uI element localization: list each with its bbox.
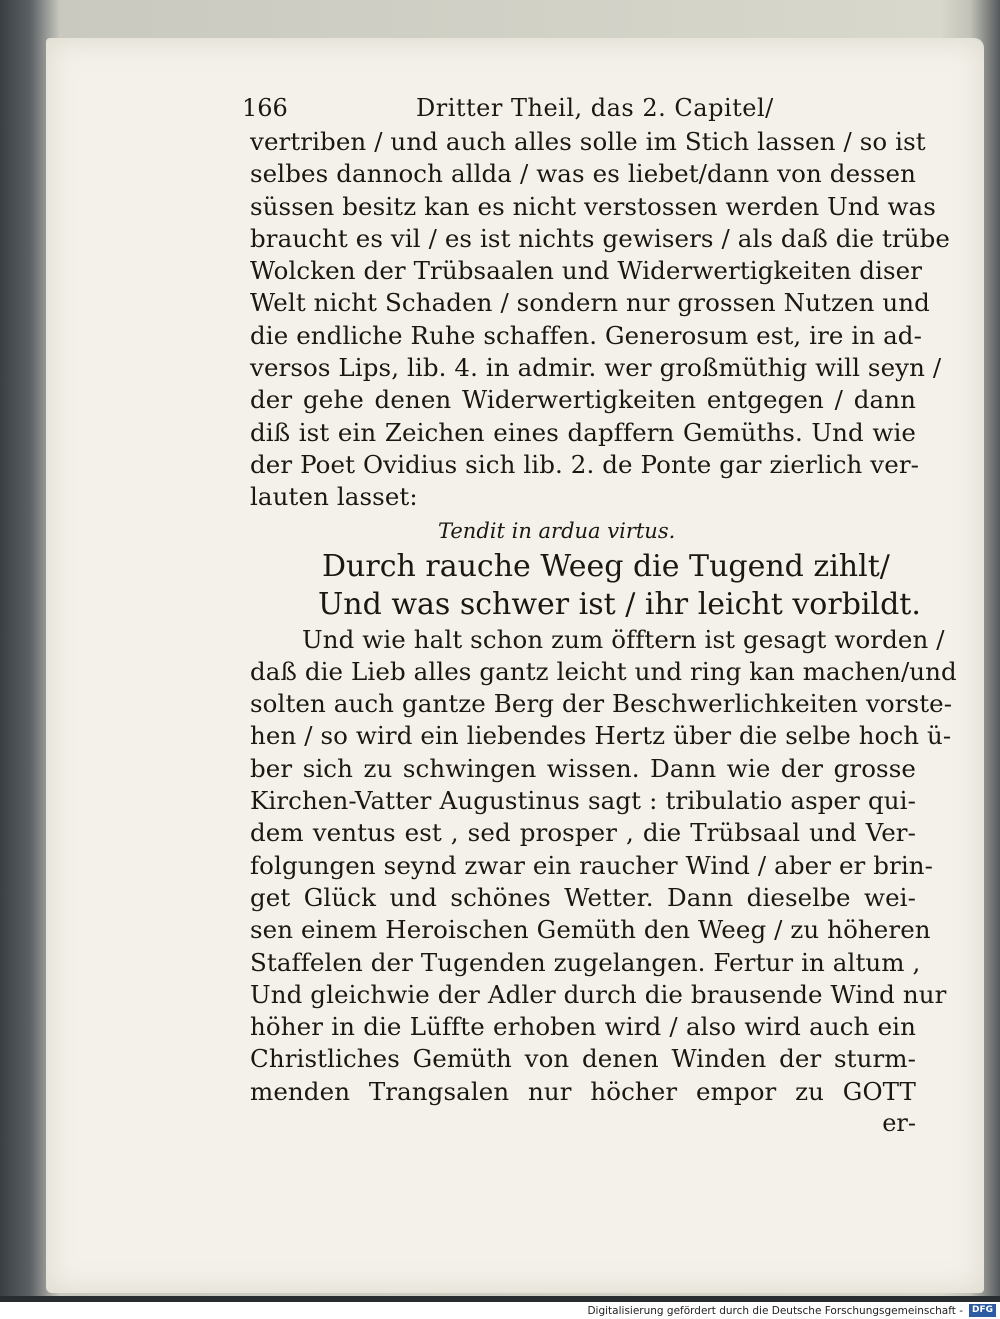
text-line: braucht es vil / es ist nichts gewisers / als daß die trübe [250,223,950,253]
text-line: Kirchen-Vatter Augustinus sagt : tribulatio asper qui- [250,786,916,816]
text-block [242,90,962,1138]
verse-line: Durch rauche Weeg die Tugend zihlt/ [322,548,890,584]
text-line: der gehe denen Widerwertigkeiten entgegen / dann [250,385,916,415]
text-line: daß die Lieb alles gantz leicht und ring kan machen/und [250,656,957,686]
text-line: Staffelen der Tugenden zugelangen. Fertur in altum , [250,947,921,977]
latin-quote: Tendit in ardua virtus. [438,518,676,543]
text-line: hen / so wird ein liebendes Hertz über die selbe hoch ü- [250,721,952,751]
text-line: ber sich zu schwingen wissen. Dann wie der grosse [250,753,916,783]
page-header [242,90,962,126]
text-line: Und wie halt schon zum öfftern ist gesagt worden / [302,624,945,654]
text-line: Und gleichwie der Adler durch die brausende Wind nur [250,979,947,1009]
text-line: süssen besitz kan es nicht verstossen werden Und was [250,191,936,221]
text-line: menden Trangsalen nur höcher empor zu GOTT [250,1076,916,1106]
page-number: 166 [242,94,288,122]
text-line: diß ist ein Zeichen eines dapffern Gemüths. Und wie [250,417,916,447]
text-line: get Glück und schönes Wetter. Dann dieselbe wei- [250,882,916,912]
catchword: er- [882,1109,916,1138]
text-line: der Poet Ovidius sich lib. 2. de Ponte gar zierlich ver- [250,449,920,479]
text-line: die endliche Ruhe schaffen. Generosum est, ire in ad- [250,320,922,350]
text-line: selbes dannoch allda / was es liebet/dann von dessen [250,159,916,189]
book-page [46,38,984,1293]
running-head: Dritter Theil, das 2. Capitel/ [416,94,774,122]
text-line: lauten lasset: [250,482,418,512]
verse-line: Und was schwer ist / ihr leicht vorbildt. [318,586,921,622]
digitization-footer [0,1302,1000,1319]
text-line: höher in die Lüffte erhoben wird / also wird auch ein [250,1012,916,1042]
text-line: versos Lips, lib. 4. in admir. wer großmüthig will seyn / [250,353,942,383]
dfg-logo-icon: DFG [969,1304,996,1317]
text-line: sen einem Heroischen Gemüth den Weeg / zu höheren [250,915,931,945]
funding-credit: Digitalisierung gefördert durch die Deutsche Forschungsgemeinschaft - [587,1304,963,1317]
text-line: Welt nicht Schaden / sondern nur grossen Nutzen und [250,288,930,318]
text-line: folgungen seynd zwar ein raucher Wind / aber er brin- [250,850,934,880]
text-line: vertriben / und auch alles solle im Stich lassen / so ist [250,127,926,156]
text-line: Christliches Gemüth von denen Winden der sturm- [250,1044,916,1074]
text-line: dem ventus est , sed prosper , die Trübsaal und Ver- [250,818,916,848]
text-line: solten auch gantze Berg der Beschwerlichkeiten vorste- [250,689,953,719]
text-line: Wolcken der Trübsaalen und Widerwertigkeiten diser [250,256,923,286]
